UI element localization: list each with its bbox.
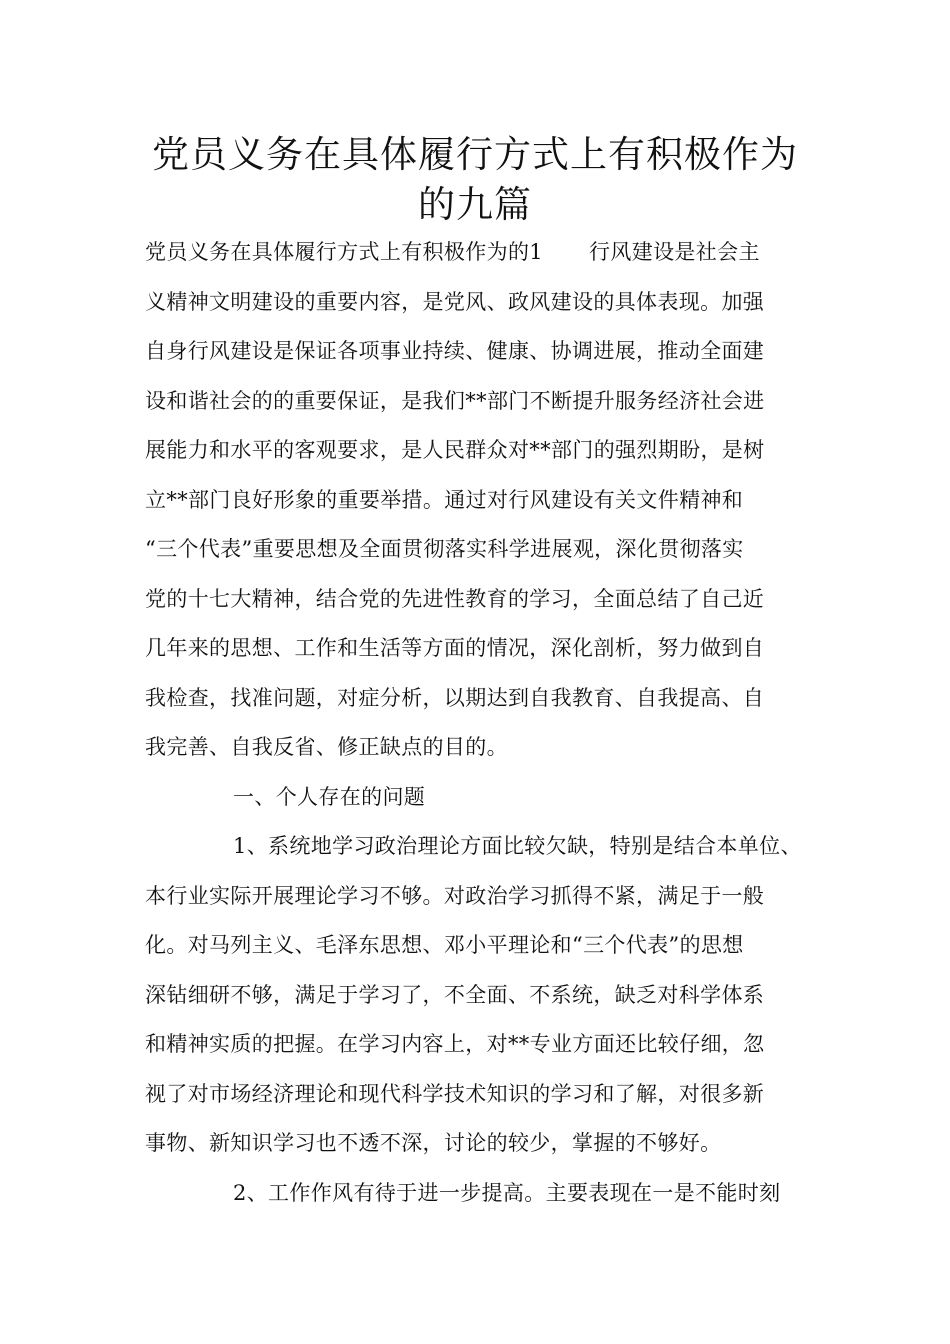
body-line-8: 几年来的思想、工作和生活等方面的情况，深化剖析，努力做到自 [145, 636, 765, 660]
body-line-18: 事物、新知识学习也不透不深，讨论的较少，掌握的不够好。 [145, 1131, 722, 1155]
body-line-2: 自身行风建设是保证各项事业持续、健康、协调进展，推动全面建 [145, 339, 765, 363]
title-line-2: 的九篇 [418, 183, 532, 226]
body-line-12: 1、系统地学习政治理论方面比较欠缺，特别是结合本单位、 [233, 834, 802, 858]
first-line-lead: 党员义务在具体履行方式上有积极作为的1 [145, 240, 544, 264]
body-line-10: 我完善、自我反省、修正缺点的目的。 [145, 735, 508, 759]
body-line-3: 设和谐社会的的重要保证，是我们**部门不断提升服务经济社会进 [145, 388, 765, 413]
body-line-5: 立**部门良好形象的重要举措。通过对行风建设有关文件精神和 [145, 487, 744, 512]
body-line-0 [145, 228, 825, 278]
document-title [130, 130, 820, 230]
body-line-1: 义精神文明建设的重要内容，是党风、政风建设的具体表现。加强 [145, 289, 765, 314]
body-line-16: 和精神实质的把握。在学习内容上，对**专业方面还比较仔细，忽 [145, 1032, 765, 1056]
title-line-1: 党员义务在具体履行方式上有积极作为 [152, 133, 798, 176]
first-line-tail: 行风建设是社会主 [589, 240, 760, 264]
body-line-4: 展能力和水平的客观要求，是人民群众对**部门的强烈期盼，是树 [145, 438, 765, 462]
body-line-7: 党的十七大精神，结合党的先进性教育的学习，全面总结了自己近 [145, 586, 765, 611]
body-line-14: 化。对马列主义、毛泽东思想、邓小平理论和“三个代表”的思想 [145, 933, 744, 957]
body-line-6: “三个代表”重要思想及全面贯彻落实科学进展观，深化贯彻落实 [145, 537, 744, 561]
body-line-9: 我检查，找准问题，对症分析，以期达到自我教育、自我提高、自 [145, 685, 765, 710]
body-line-15: 深钻细研不够，满足于学习了，不全面、不系统，缺乏对科学体系 [145, 982, 765, 1007]
body-line-19: 2、工作作风有待于进一步提高。主要表现在一是不能时刻 [233, 1180, 781, 1205]
section-heading: 一、个人存在的问题 [233, 784, 426, 809]
document-body [145, 228, 825, 1218]
body-line-13: 本行业实际开展理论学习不够。对政治学习抓得不紧，满足于一般 [145, 883, 765, 908]
body-line-17: 视了对市场经济理论和现代科学技术知识的学习和了解，对很多新 [145, 1081, 765, 1106]
